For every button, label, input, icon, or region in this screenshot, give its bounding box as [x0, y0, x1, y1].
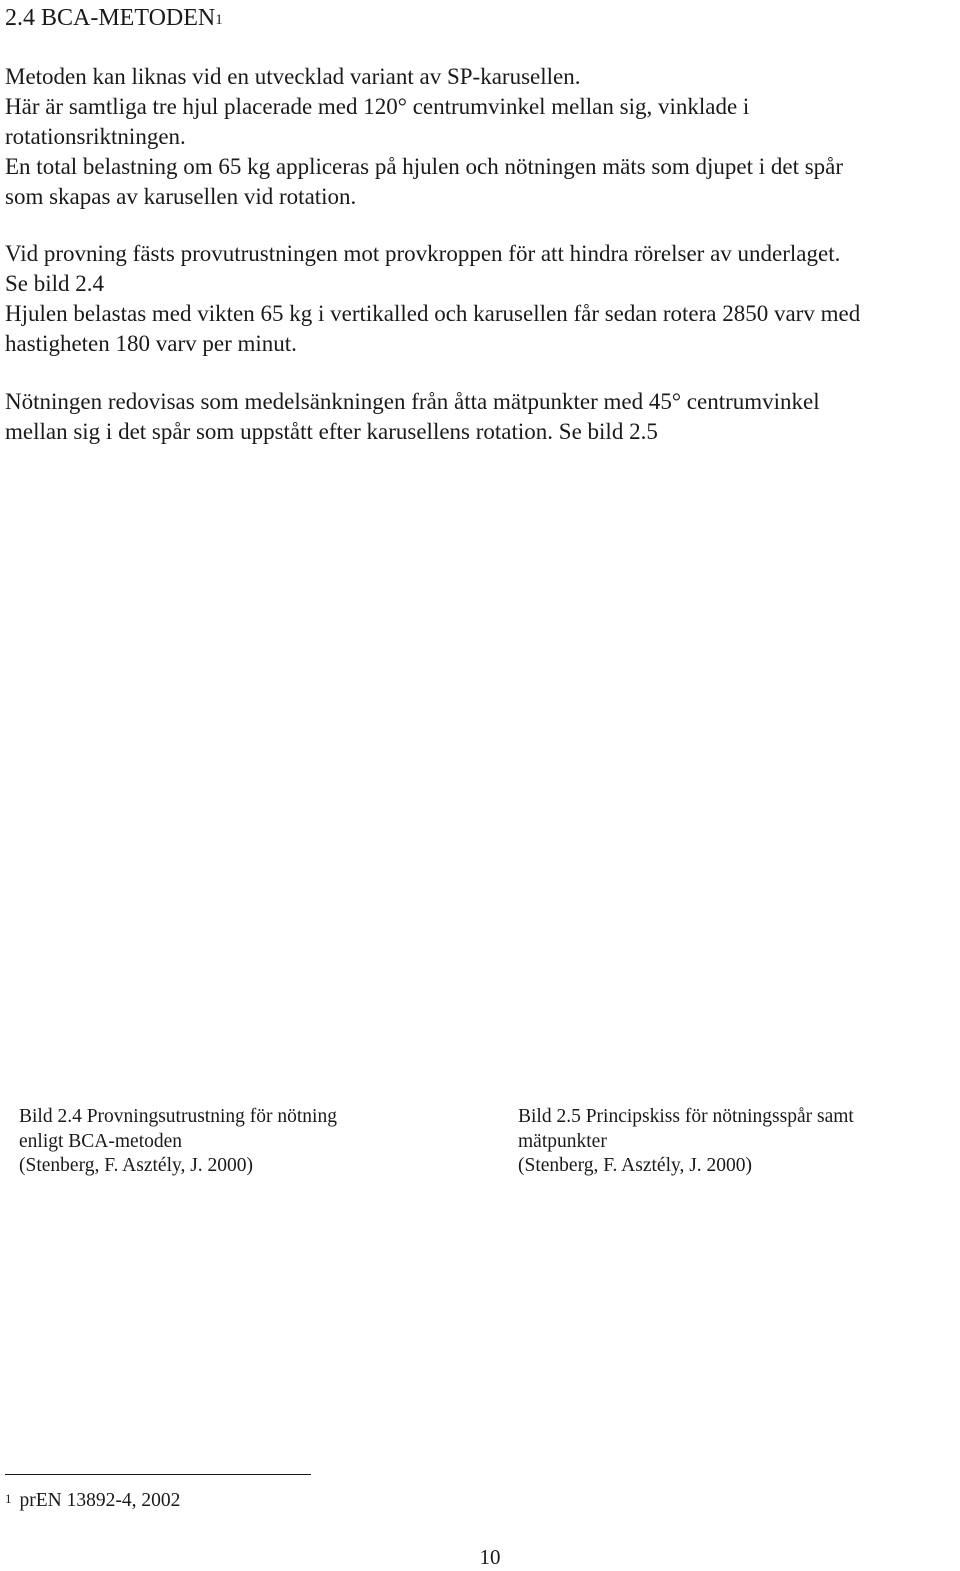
paragraph-line: rotationsriktningen.	[5, 124, 186, 149]
footnote-marker: 1	[5, 1491, 12, 1506]
paragraph-method-description	[5, 62, 960, 212]
paragraph-line: Vid provning fästs provutrustningen mot provkroppen för att hindra rörelser av underlaget.	[5, 241, 841, 266]
paragraph-line: hastigheten 180 varv per minut.	[5, 331, 297, 356]
heading-footnote-marker: 1	[215, 12, 223, 28]
caption-line: (Stenberg, F. Asztély, J. 2000)	[518, 1155, 753, 1176]
figure-caption-2-5	[518, 1105, 948, 1179]
footnote-divider	[5, 1474, 311, 1475]
caption-line: Bild 2.4 Provningsutrustning för nötning	[19, 1106, 337, 1127]
paragraph-line: Hjulen belastas med vikten 65 kg i vertikalled och karusellen får sedan rotera 2850 varv med	[5, 301, 861, 326]
section-heading	[5, 2, 223, 34]
caption-line: mätpunkter	[518, 1130, 607, 1152]
footnote-text: prEN 13892-4, 2002	[19, 1490, 181, 1511]
paragraph-line: Se bild 2.4	[5, 271, 105, 296]
paragraph-line: som skapas av karusellen vid rotation.	[5, 184, 357, 209]
paragraph-line: Här är samtliga tre hjul placerade med 120° centrumvinkel mellan sig, vinklade i	[5, 94, 750, 119]
section-heading-text: 2.4 BCA-METODEN	[5, 5, 216, 31]
caption-line: enligt BCA-metoden	[19, 1130, 183, 1152]
paragraph-wear-reporting	[5, 387, 960, 447]
page-number: 10	[479, 1545, 501, 1569]
paragraph-line: mellan sig i det spår som uppstått efter karusellens rotation. Se bild 2.5	[5, 419, 658, 444]
caption-line: (Stenberg, F. Asztély, J. 2000)	[19, 1155, 254, 1176]
footnote	[5, 1488, 180, 1514]
caption-line: Bild 2.5 Principskiss för nötningsspår samt	[518, 1106, 854, 1127]
paragraph-test-procedure	[5, 239, 960, 359]
paragraph-line: Metoden kan liknas vid en utvecklad variant av SP-karusellen.	[5, 64, 581, 89]
paragraph-line: En total belastning om 65 kg appliceras på hjulen och nötningen mäts som djupet i det spår	[5, 154, 844, 179]
paragraph-line: Nötningen redovisas som medelsänkningen från åtta mätpunkter med 45° centrumvinkel	[5, 389, 820, 414]
figure-caption-2-4	[19, 1105, 489, 1179]
